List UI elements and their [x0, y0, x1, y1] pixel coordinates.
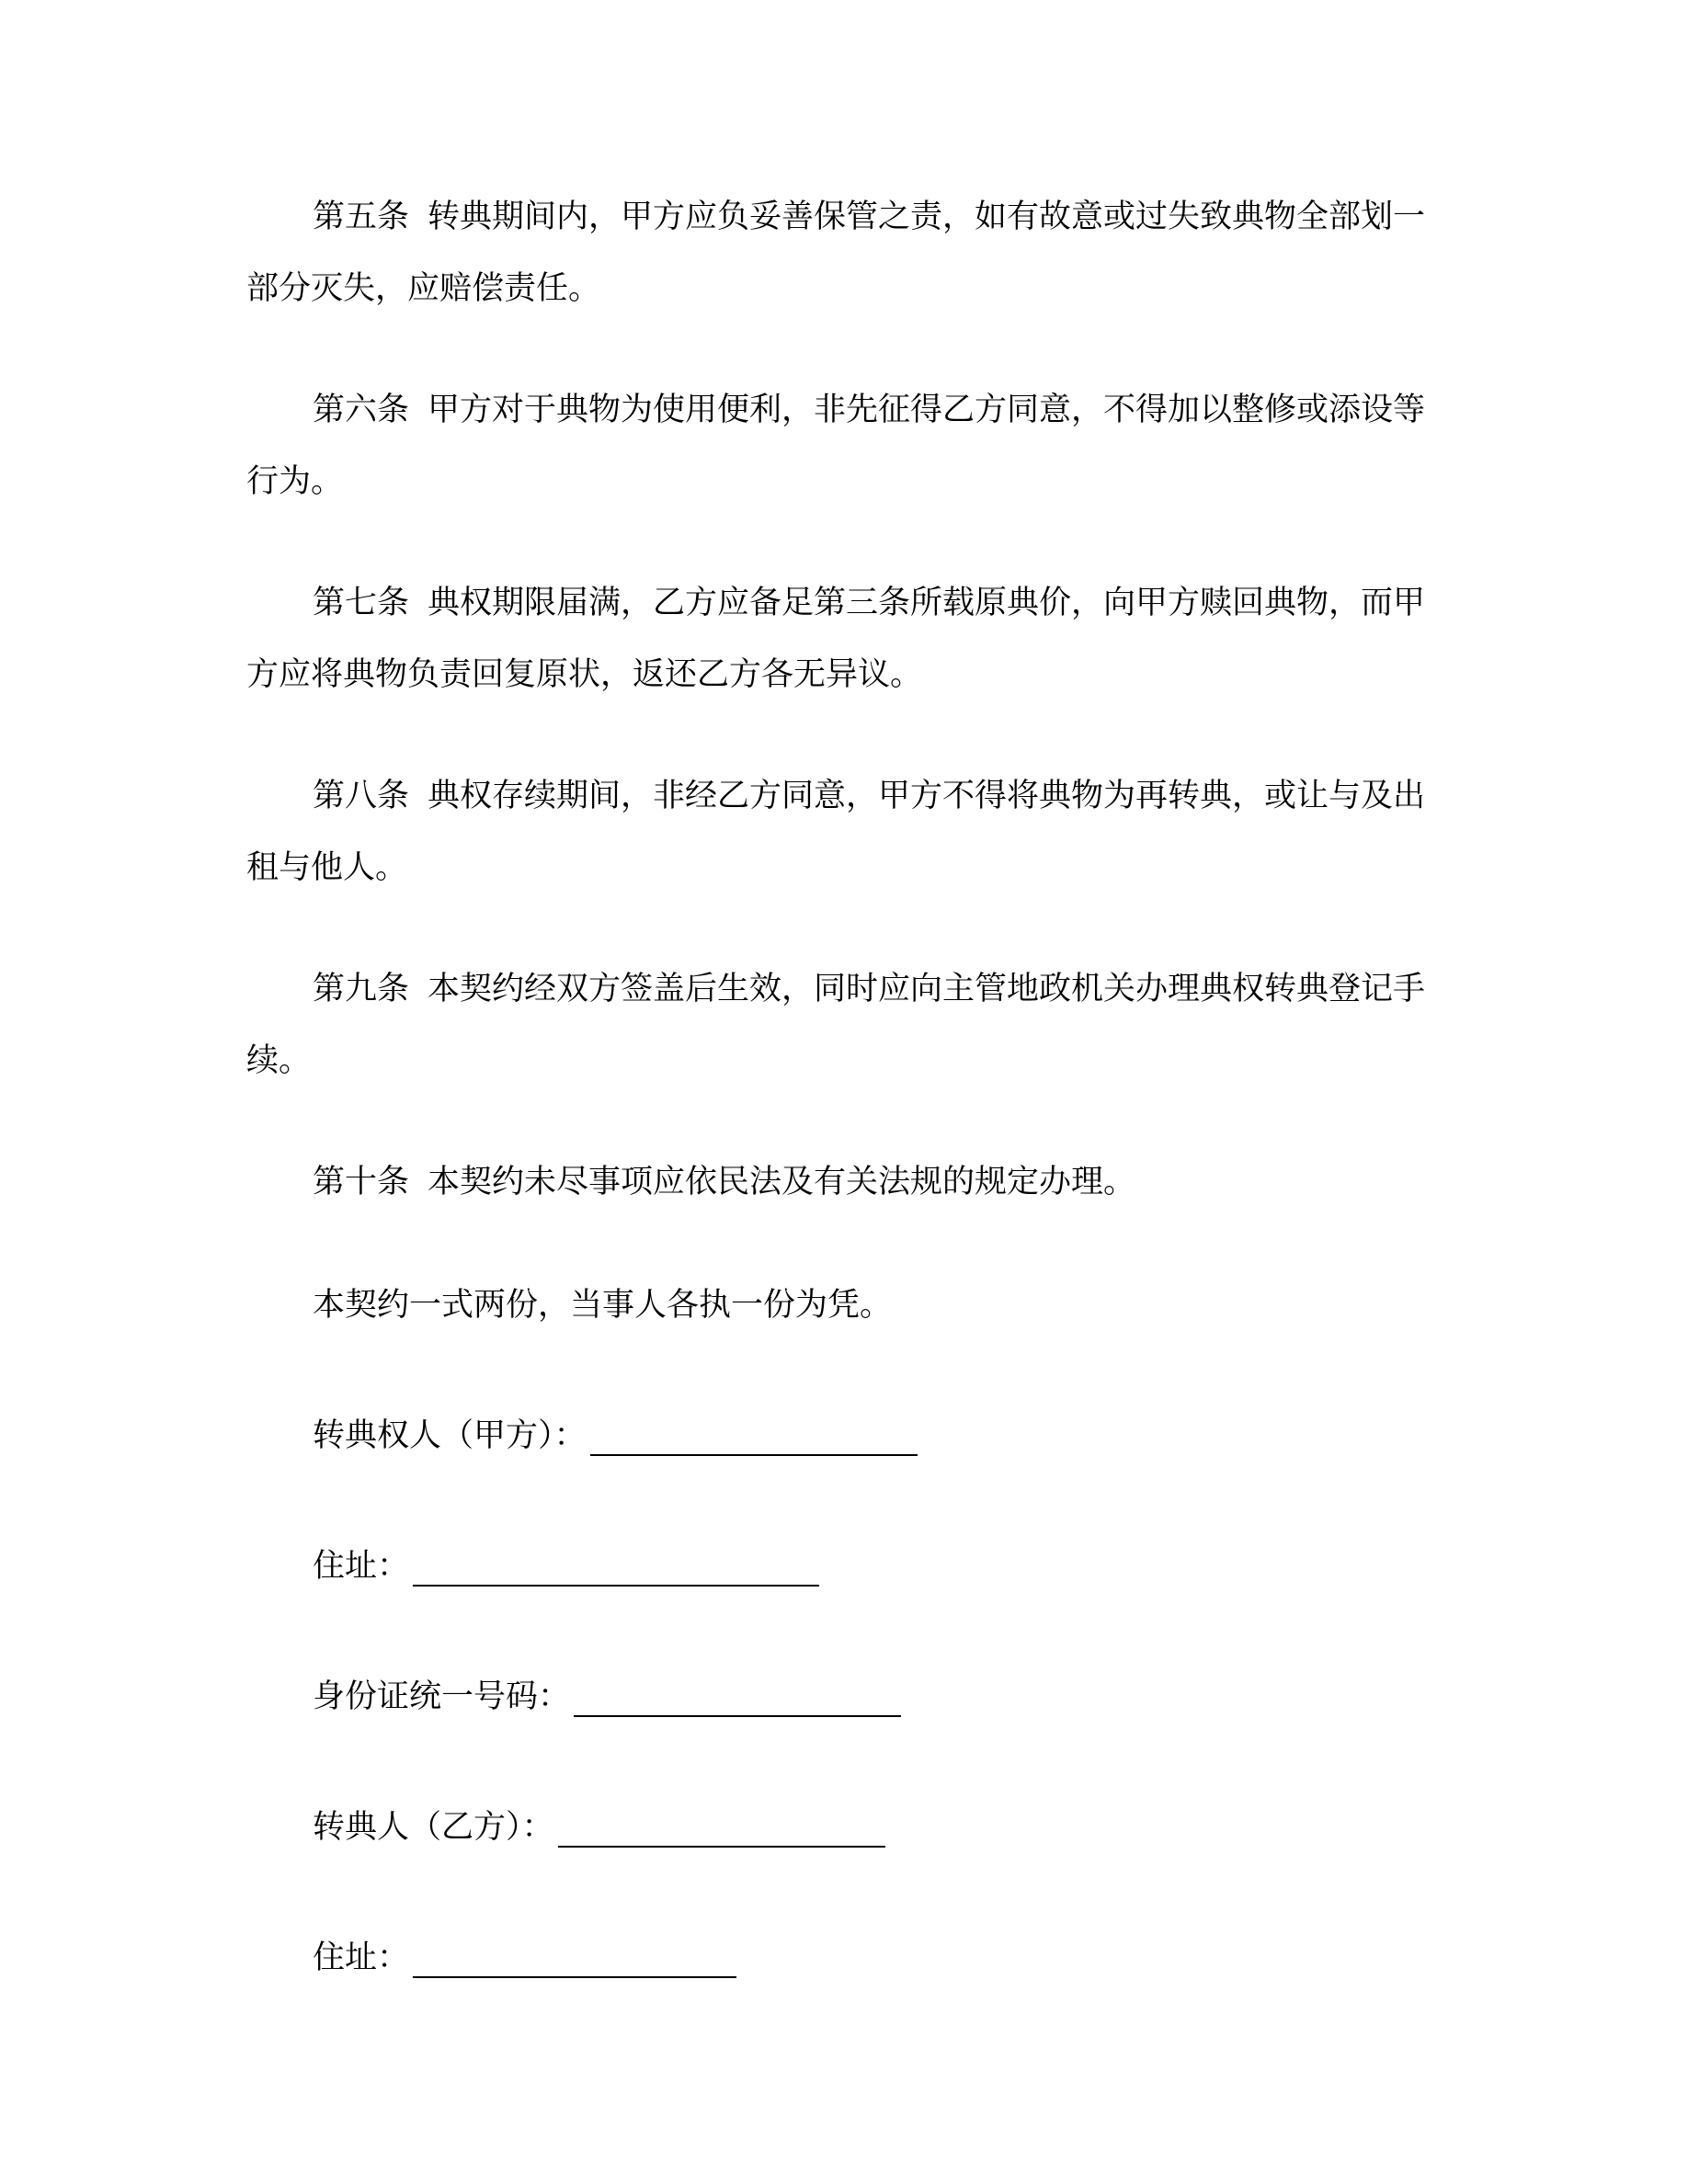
party-a-blank-line[interactable]: [590, 1423, 918, 1456]
article-6-label: 第六条: [313, 392, 410, 428]
article-9-first-line: [313, 969, 1425, 1009]
article-6-first-line: [313, 390, 1425, 430]
article-10-line: [313, 1162, 1135, 1202]
article-6-text: 甲方对于典物为使用便利，非先征得乙方同意，不得加以整修或添设等: [428, 392, 1426, 428]
article-7-label: 第七条: [313, 585, 410, 621]
article-10-label: 第十条: [313, 1164, 410, 1200]
article-8-text: 典权存续期间，非经乙方同意，甲方不得将典物为再转典，或让与及出: [428, 778, 1426, 814]
party-b-address-label: 住址：: [313, 1939, 410, 1976]
article-5-text: 转典期间内，甲方应负妥善保管之责，如有故意或过失致典物全部划一: [428, 199, 1426, 235]
article-7-text: 典权期限届满，乙方应备足第三条所载原典价，向甲方赎回典物，而甲: [428, 585, 1426, 621]
article-6-second-line: 行为。: [246, 463, 344, 500]
article-7-second-line: 方应将典物负责回复原状，返还乙方各无异议。: [246, 656, 923, 693]
party-a-address-row: [313, 1546, 819, 1587]
party-a-signature-row: [313, 1416, 918, 1456]
article-5-second-line: 部分灭失，应赔偿责任。: [246, 270, 601, 307]
article-7-first-line: [313, 583, 1425, 623]
article-8-second-line: 租与他人。: [246, 849, 408, 886]
party-b-address-blank-line[interactable]: [413, 1945, 736, 1978]
party-b-label: 转典人（乙方）：: [313, 1809, 554, 1846]
closing-statement: 本契约一式两份，当事人各执一份为凭。: [313, 1287, 893, 1324]
id-number-row: [313, 1677, 901, 1717]
article-9-label: 第九条: [313, 971, 410, 1007]
party-b-blank-line[interactable]: [558, 1814, 885, 1848]
article-9-text: 本契约经双方签盖后生效，同时应向主管地政机关办理典权转典登记手: [428, 971, 1426, 1007]
id-number-blank-line[interactable]: [574, 1684, 901, 1717]
party-a-address-blank-line[interactable]: [413, 1553, 819, 1587]
party-a-address-label: 住址：: [313, 1548, 410, 1585]
article-10-text: 本契约未尽事项应依民法及有关法规的规定办理。: [428, 1164, 1136, 1200]
article-8-label: 第八条: [313, 778, 410, 814]
article-5-label: 第五条: [313, 199, 410, 235]
article-5-first-line: [313, 197, 1425, 237]
article-8-first-line: [313, 776, 1425, 816]
article-9-second-line: 续。: [246, 1042, 312, 1079]
party-b-signature-row: [313, 1807, 885, 1848]
id-number-label: 身份证统一号码：: [313, 1678, 571, 1715]
party-a-label: 转典权人（甲方）：: [313, 1417, 587, 1454]
party-b-address-row: [313, 1938, 736, 1978]
